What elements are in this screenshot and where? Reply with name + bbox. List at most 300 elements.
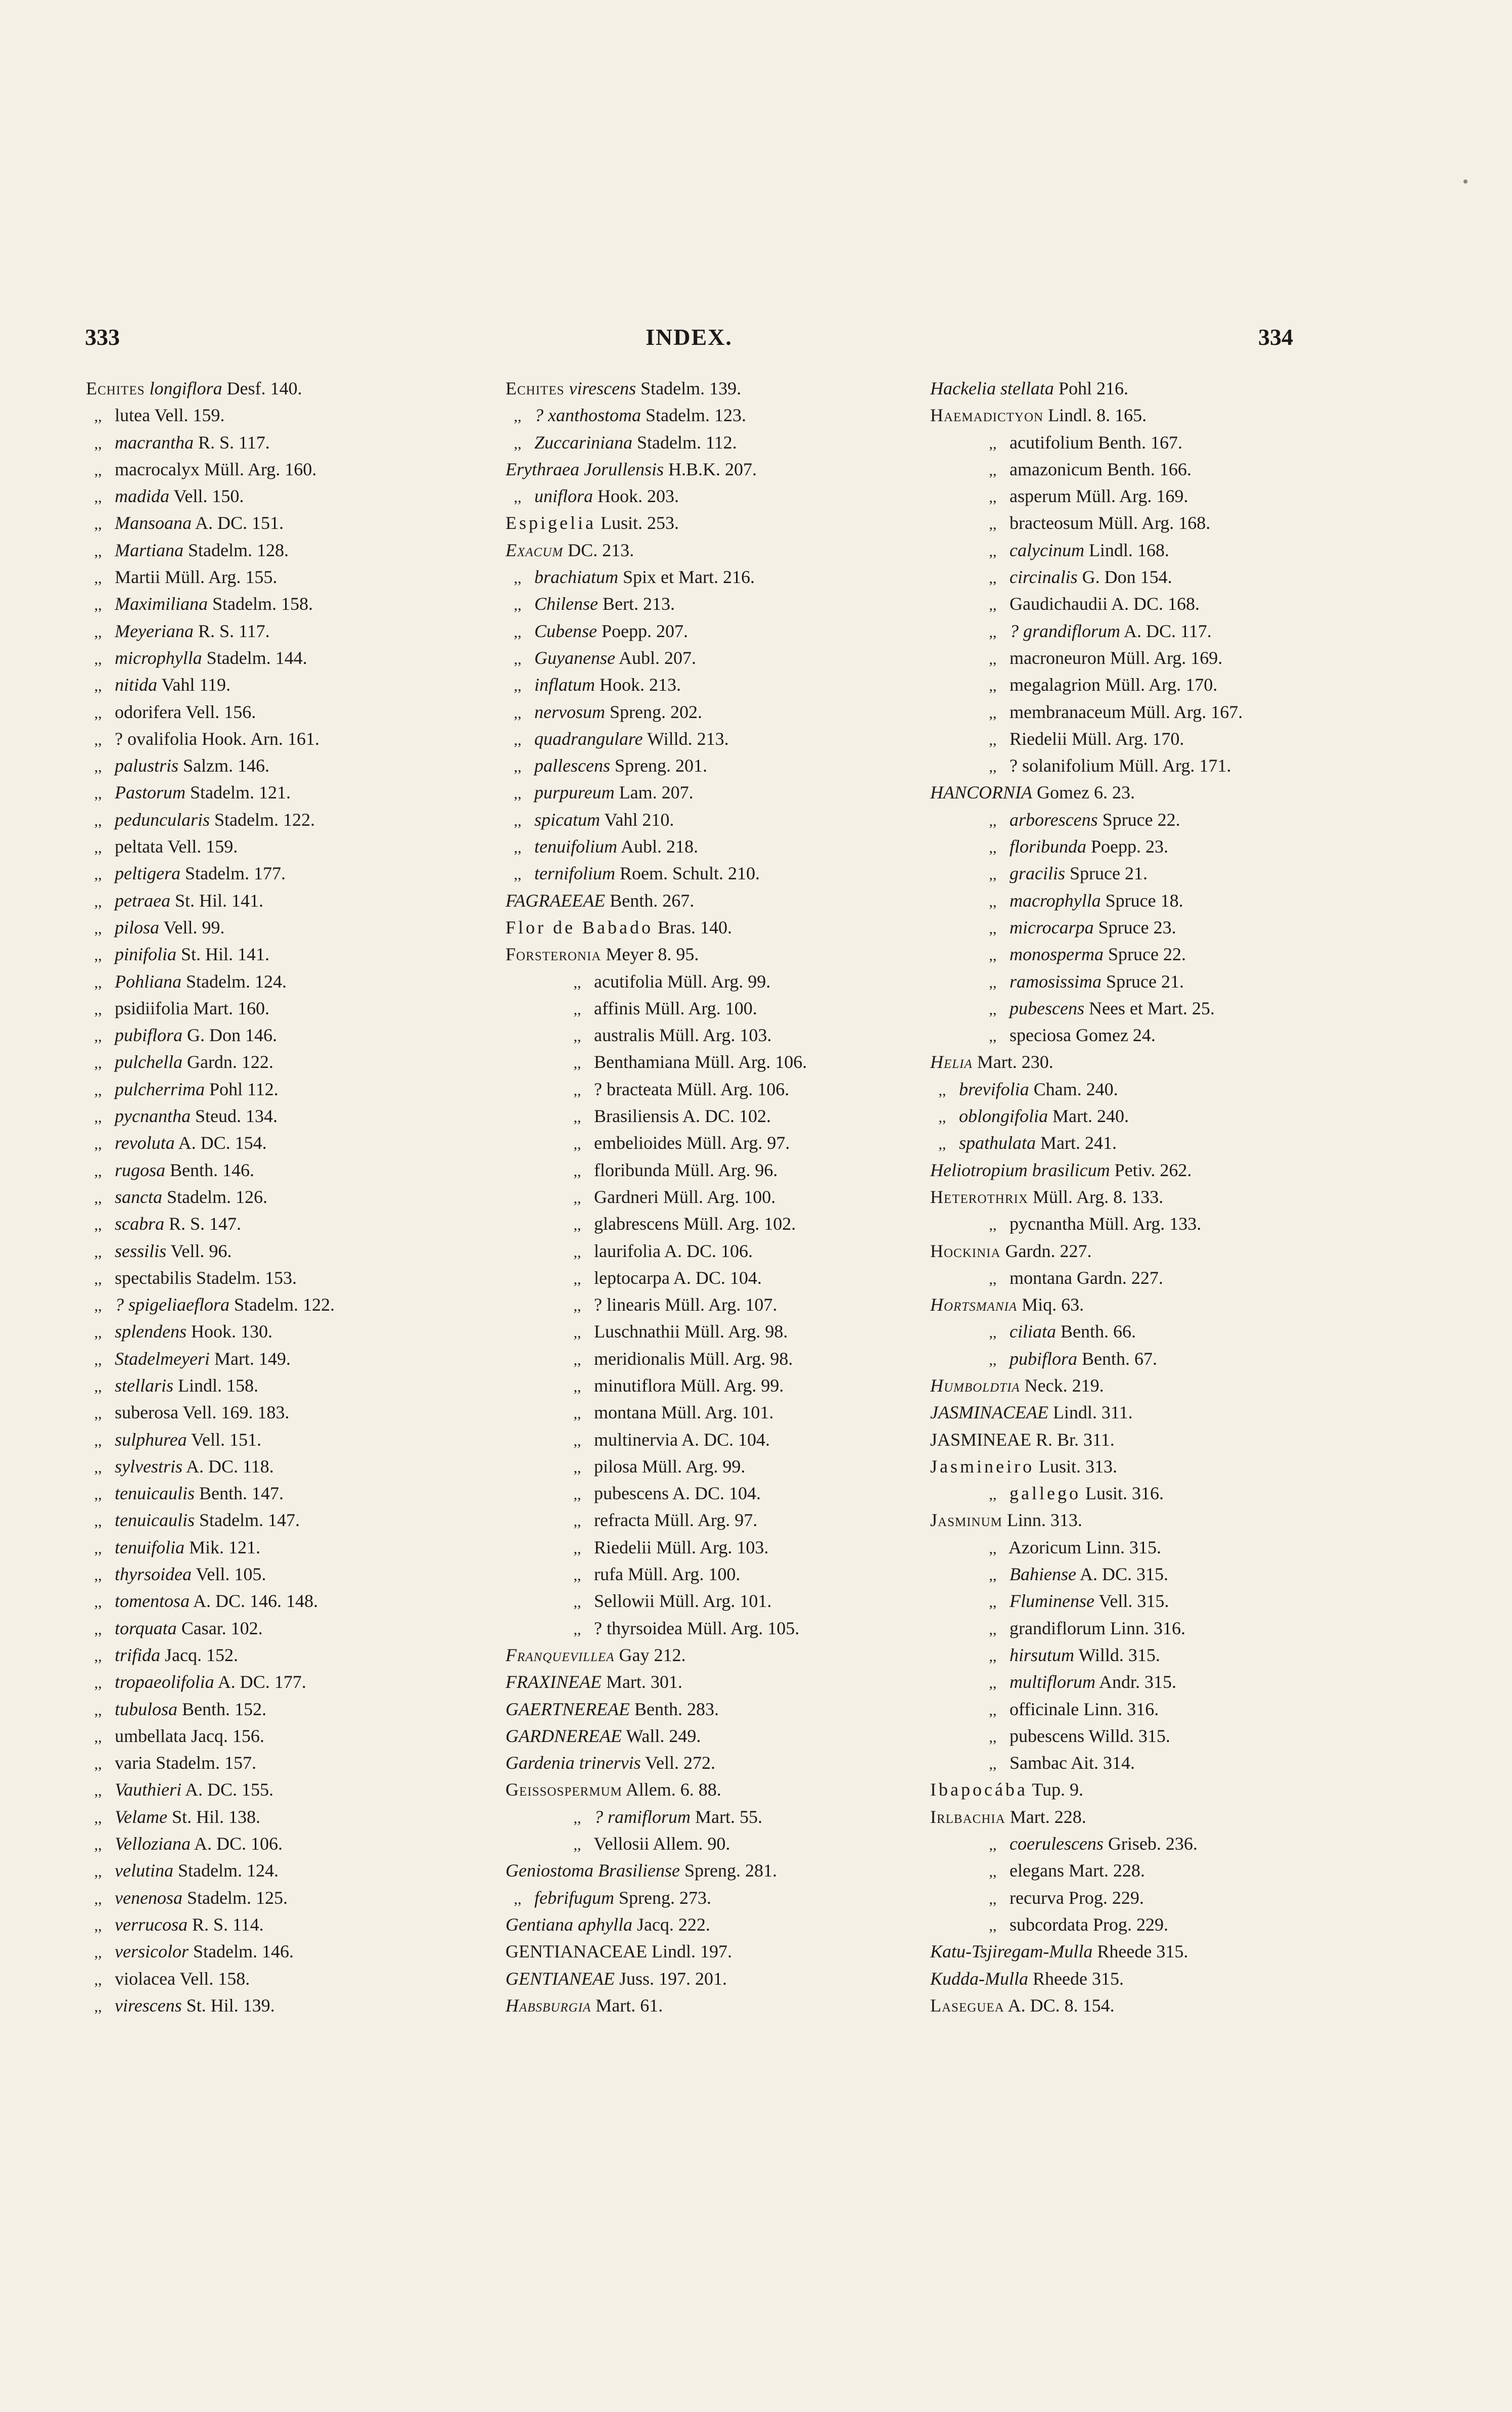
entry-name: Erythraea Jorullensis — [506, 459, 664, 479]
genus-name: Hockinia — [930, 1240, 1001, 1261]
entry-authority: R. Br. 311. — [1036, 1429, 1115, 1450]
entry-name: coerulescens — [1010, 1834, 1104, 1854]
entry-name: Vauthieri — [115, 1779, 181, 1800]
index-entry — [86, 1426, 511, 1453]
ditto-mark: ,, — [94, 1621, 102, 1638]
ditto-mark: ,, — [573, 1324, 581, 1342]
entry-authority: Gardn. 227. — [1076, 1267, 1163, 1288]
entry-name: tenuicaulis — [115, 1483, 195, 1504]
entry-name: sancta — [115, 1186, 162, 1207]
genus-name: Habsburgia — [506, 1995, 591, 2016]
entry-name: Meyeriana — [115, 620, 194, 641]
entry-authority: Stadelm. 123. — [646, 405, 746, 426]
entry-name: Flor de Babado — [506, 917, 653, 937]
entry-authority: Lusit. 316. — [1085, 1483, 1164, 1504]
index-entry — [506, 1049, 920, 1076]
ditto-mark: ,, — [938, 1136, 946, 1153]
genus-name: Geissospermum — [506, 1779, 622, 1800]
entry-name: floribunda — [594, 1159, 670, 1180]
entry-authority: Meyer 8. 95. — [606, 944, 699, 965]
entry-name: Vellosii — [593, 1834, 650, 1854]
entry-name: pycnantha — [1010, 1214, 1084, 1234]
ditto-mark: ,, — [94, 1459, 102, 1476]
index-column-3 — [930, 375, 1324, 2019]
entry-authority: Prog. 229. — [1068, 1887, 1144, 1908]
ditto-mark: ,, — [989, 1001, 997, 1018]
entry-name: nervosum — [534, 701, 605, 722]
ditto-mark: ,, — [573, 974, 581, 991]
entry-name: ? linearis — [594, 1294, 660, 1315]
entry-name: floribunda — [1010, 836, 1087, 857]
index-entry — [86, 1130, 511, 1156]
ditto-mark: ,, — [94, 1405, 102, 1422]
page-header — [85, 324, 1293, 354]
ditto-mark: ,, — [989, 570, 997, 587]
entry-name: petraea — [115, 890, 170, 911]
entry-authority: Müll. Arg. 8. 133. — [1032, 1186, 1164, 1207]
ditto-mark: ,, — [989, 1702, 997, 1719]
index-entry — [86, 1346, 511, 1372]
entry-name: Bahiense — [1010, 1564, 1076, 1585]
index-entry — [86, 1480, 511, 1507]
ditto-mark: ,, — [94, 1136, 102, 1153]
ditto-mark: ,, — [514, 704, 522, 722]
entry-authority: Mart. 228. — [1010, 1806, 1086, 1827]
entry-name: microcarpa — [1010, 917, 1094, 937]
entry-name: thyrsoidea — [115, 1564, 192, 1585]
entry-name: ? ramiflorum — [594, 1806, 691, 1827]
entry-authority: Lam. 207. — [619, 782, 694, 803]
ditto-mark: ,, — [573, 1621, 581, 1638]
entry-authority: A. DC. 177. — [217, 1672, 306, 1692]
entry-name: Guyanense — [534, 647, 615, 668]
genus-name: Forsteronia — [506, 944, 602, 965]
ditto-mark: ,, — [989, 947, 997, 964]
entry-name: Sellowii — [594, 1591, 655, 1612]
index-entry — [930, 1157, 1324, 1184]
entry-name: suberosa — [115, 1402, 178, 1423]
entry-authority: Poepp. 207. — [601, 620, 688, 641]
entry-name: speciosa — [1010, 1025, 1071, 1046]
entry-authority: St. Hil. 139. — [186, 1995, 275, 2016]
entry-authority: Tup. 9. — [1032, 1779, 1083, 1800]
index-entry — [86, 1211, 511, 1237]
index-entry — [506, 699, 920, 726]
index-entry — [506, 1130, 920, 1156]
entry-authority: Müll. Arg. 99. — [642, 1456, 746, 1477]
ditto-mark: ,, — [94, 1351, 102, 1368]
entry-authority: Nees et Mart. 25. — [1088, 998, 1215, 1018]
entry-authority: Bert. 213. — [602, 594, 675, 614]
entry-authority: Hook. 130. — [191, 1321, 272, 1342]
entry-name: scabra — [115, 1214, 164, 1234]
entry-name: Mansoana — [115, 513, 192, 533]
ditto-mark: ,, — [573, 1136, 581, 1153]
ditto-mark: ,, — [989, 1567, 997, 1584]
entry-authority: Petiv. 262. — [1114, 1159, 1192, 1180]
index-entry — [86, 1318, 511, 1345]
index-entry — [506, 1776, 920, 1803]
entry-name: tenuifolium — [534, 836, 617, 857]
entry-authority: Lindl. 168. — [1088, 540, 1169, 560]
index-entry — [86, 1938, 511, 1965]
index-entry — [930, 1966, 1324, 1992]
entry-name: meridionalis — [594, 1348, 685, 1369]
index-entry — [506, 1453, 920, 1480]
index-entry — [930, 1507, 1324, 1534]
entry-authority: Benth. 166. — [1107, 459, 1192, 479]
ditto-mark: ,, — [573, 1513, 581, 1530]
index-entry — [506, 537, 920, 564]
index-entry — [506, 1857, 920, 1884]
entry-name: virescens — [115, 1995, 182, 2016]
entry-name: Heliotropium brasilicum — [930, 1159, 1110, 1180]
ditto-mark: ,, — [94, 462, 102, 479]
entry-authority: Mart. 160. — [193, 998, 269, 1018]
index-entry — [506, 1076, 920, 1103]
ditto-mark: ,, — [573, 1243, 581, 1261]
entry-name: peltata — [115, 836, 163, 857]
ditto-mark: ,, — [573, 1055, 581, 1072]
index-entry — [506, 1642, 920, 1669]
index-entry — [506, 1911, 920, 1938]
entry-authority: Willd. 213. — [647, 728, 729, 749]
index-entry — [506, 1615, 920, 1642]
ditto-mark: ,, — [94, 1728, 102, 1746]
entry-authority: Stadelm. 157. — [155, 1753, 256, 1773]
ditto-mark: ,, — [94, 1109, 102, 1126]
ditto-mark: ,, — [94, 1028, 102, 1045]
index-entry — [86, 699, 511, 726]
entry-authority: Müll. Arg. 170. — [1105, 675, 1218, 695]
entry-authority: A. DC. 155. — [185, 1779, 274, 1800]
index-entry — [86, 779, 511, 806]
genus-name: Jasminum — [930, 1510, 1002, 1531]
entry-authority: Vell. 151. — [191, 1429, 262, 1450]
entry-authority: Müll. Arg. 169. — [1075, 486, 1188, 507]
ditto-mark: ,, — [573, 1378, 581, 1395]
entry-name: GENTIANACEAE — [506, 1941, 647, 1962]
ditto-mark: ,, — [514, 408, 522, 425]
entry-authority: Steud. 134. — [195, 1106, 278, 1127]
entry-authority: A. DC. 154. — [178, 1133, 267, 1153]
entry-name: acutifolium — [1010, 432, 1093, 453]
entry-authority: Spruce 23. — [1098, 917, 1176, 937]
index-entry — [930, 1723, 1324, 1750]
index-entry — [86, 726, 511, 752]
entry-authority: Spreng. 201. — [614, 755, 707, 776]
entry-name: longiflora — [149, 378, 222, 398]
entry-authority: Müll. Arg. 96. — [674, 1159, 778, 1180]
index-entry — [930, 779, 1324, 806]
index-entry — [506, 1291, 920, 1318]
entry-name: rugosa — [115, 1159, 166, 1180]
genus-name: Helia — [930, 1052, 973, 1073]
index-entry — [930, 752, 1324, 779]
entry-name: ciliata — [1010, 1321, 1056, 1342]
entry-authority: Ait. 314. — [1070, 1753, 1135, 1773]
entry-authority: Mart. 240. — [1052, 1106, 1129, 1127]
index-entry — [930, 914, 1324, 941]
index-entry — [506, 510, 920, 537]
index-entry — [506, 1534, 920, 1561]
entry-authority: Aubl. 207. — [618, 647, 696, 668]
index-entry — [506, 914, 920, 941]
index-entry — [86, 456, 511, 483]
ditto-mark: ,, — [989, 1351, 997, 1368]
index-entry — [930, 1750, 1324, 1776]
entry-authority: Casar. 102. — [181, 1618, 263, 1638]
entry-authority: A. DC. 104. — [681, 1429, 770, 1450]
entry-authority: Vell. 105. — [196, 1564, 266, 1585]
entry-name: Chilense — [534, 594, 598, 614]
index-entry — [930, 1453, 1324, 1480]
index-entry — [930, 1561, 1324, 1588]
entry-authority: Hook. 213. — [600, 675, 681, 695]
entry-authority: Spreng. 273. — [619, 1887, 711, 1908]
entry-name: FAGRAEEAE — [506, 890, 606, 911]
index-entry — [506, 833, 920, 860]
ditto-mark: ,, — [989, 678, 997, 695]
entry-name: pulchella — [115, 1052, 182, 1073]
entry-authority: Stadelm. 139. — [640, 378, 742, 398]
entry-authority: Stadelm. 112. — [637, 432, 737, 453]
ditto-mark: ,, — [94, 1917, 102, 1934]
entry-authority: Lusit. 313. — [1038, 1456, 1117, 1477]
ditto-mark: ,, — [94, 489, 102, 506]
index-entry — [930, 1480, 1324, 1507]
ditto-mark: ,, — [94, 1809, 102, 1826]
index-entry — [86, 375, 511, 402]
entry-name: minutiflora — [594, 1375, 676, 1396]
entry-name: splendens — [115, 1321, 187, 1342]
index-entry — [506, 375, 920, 402]
entry-name: nitida — [115, 675, 158, 695]
entry-authority: Allem. 90. — [653, 1834, 730, 1854]
index-entry — [506, 1938, 920, 1965]
entry-name: bracteosum — [1010, 513, 1093, 533]
entry-authority: Müll. Arg. 101. — [661, 1402, 774, 1423]
entry-authority: Müll. Arg. 107. — [664, 1294, 777, 1315]
index-entry — [930, 1346, 1324, 1372]
index-entry — [930, 1076, 1324, 1103]
index-entry — [86, 860, 511, 887]
entry-name: velutina — [115, 1860, 173, 1881]
ditto-mark: ,, — [989, 597, 997, 614]
index-entry — [86, 1669, 511, 1695]
entry-name: Jasmineiro — [930, 1456, 1034, 1477]
entry-authority: Allem. 6. 88. — [625, 1779, 721, 1800]
index-entry — [86, 914, 511, 941]
index-entry — [86, 1103, 511, 1130]
ditto-mark: ,, — [573, 1109, 581, 1126]
entry-name: ? solanifolium — [1010, 755, 1114, 776]
entry-name: pilosa — [115, 917, 160, 937]
entry-name: sylvestris — [115, 1456, 182, 1477]
entry-authority: St. Hil. 138. — [171, 1806, 260, 1827]
index-entry — [506, 429, 920, 456]
ditto-mark: ,, — [94, 1324, 102, 1342]
entry-name: Ibapocába — [930, 1779, 1028, 1800]
entry-name: ? grandiflorum — [1010, 620, 1121, 641]
index-entry — [86, 1723, 511, 1750]
index-entry — [86, 1857, 511, 1884]
ditto-mark: ,, — [94, 1971, 102, 1988]
genus-name: Echites — [86, 378, 145, 398]
entry-name: palustris — [115, 755, 179, 776]
entry-name: umbellata — [115, 1725, 187, 1746]
ditto-mark: ,, — [573, 1270, 581, 1287]
index-entry — [930, 1049, 1324, 1076]
index-entry — [506, 1103, 920, 1130]
index-entry — [506, 752, 920, 779]
entry-name: Sambac — [1010, 1753, 1067, 1773]
ditto-mark: ,, — [573, 1405, 581, 1422]
entry-authority: Vell. 99. — [163, 917, 225, 937]
index-entry — [930, 402, 1324, 429]
entry-name: sulphurea — [115, 1429, 187, 1450]
index-entry — [930, 995, 1324, 1022]
entry-authority: Vell. 272. — [645, 1753, 716, 1773]
ditto-mark: ,, — [573, 1189, 581, 1207]
ditto-mark: ,, — [94, 1432, 102, 1449]
entry-name: macrophylla — [1010, 890, 1101, 911]
entry-authority: Müll. Arg. 97. — [654, 1510, 758, 1531]
ditto-mark: ,, — [989, 623, 997, 641]
entry-authority: Müll. Arg. 100. — [627, 1564, 741, 1585]
entry-name: Riedelii — [1010, 728, 1067, 749]
entry-name: verrucosa — [115, 1914, 188, 1935]
index-entry — [86, 510, 511, 537]
index-entry — [506, 1669, 920, 1695]
index-entry — [506, 645, 920, 672]
index-column-1 — [86, 375, 511, 2019]
entry-name: asperum — [1010, 486, 1071, 507]
index-entry — [86, 1076, 511, 1103]
ditto-mark: ,, — [94, 866, 102, 883]
ditto-mark: ,, — [514, 731, 522, 748]
entry-name: Gentiana aphylla — [506, 1914, 632, 1935]
genus-name: Haemadictyon — [930, 405, 1044, 426]
index-entry — [506, 1966, 920, 1992]
ditto-mark: ,, — [989, 731, 997, 748]
index-entry — [506, 1561, 920, 1588]
entry-name: brevifolia — [959, 1079, 1029, 1099]
ditto-mark: ,, — [989, 812, 997, 829]
entry-authority: Müll. Arg. 100. — [645, 998, 757, 1018]
index-entry — [930, 1291, 1324, 1318]
index-entry — [506, 995, 920, 1022]
entry-authority: Spruce 22. — [1108, 944, 1186, 965]
index-entry — [506, 1992, 920, 2019]
index-entry — [930, 1830, 1324, 1857]
entry-name: GENTIANEAE — [506, 1968, 615, 1989]
entry-authority: Stadelm. 122. — [214, 809, 315, 830]
ditto-mark: ,, — [94, 704, 102, 722]
index-entry — [86, 1885, 511, 1911]
entry-name: quadrangulare — [534, 728, 643, 749]
index-entry — [930, 726, 1324, 752]
ditto-mark: ,, — [94, 1782, 102, 1800]
index-entry — [86, 995, 511, 1022]
index-entry — [930, 1669, 1324, 1695]
entry-name: ? bracteata — [594, 1079, 672, 1099]
genus-name: Heterothrix — [930, 1186, 1028, 1207]
entry-name: Benthamiana — [594, 1052, 690, 1073]
entry-name: pubescens — [594, 1483, 669, 1504]
index-entry — [506, 1265, 920, 1291]
entry-name: Fluminense — [1010, 1591, 1094, 1612]
entry-authority: Hook. Arn. 161. — [201, 728, 319, 749]
index-entry — [506, 1238, 920, 1265]
index-entry — [506, 726, 920, 752]
entry-authority: Müll. Arg. 101. — [659, 1591, 772, 1612]
index-entry — [930, 1130, 1324, 1156]
index-entry — [930, 510, 1324, 537]
entry-name: macroneuron — [1010, 647, 1106, 668]
ditto-mark: ,, — [94, 623, 102, 641]
entry-name: embelioides — [594, 1133, 682, 1153]
entry-authority: Müll. Arg. 103. — [659, 1025, 772, 1046]
entry-authority: Mart. 301. — [606, 1672, 682, 1692]
index-entry — [86, 483, 511, 510]
index-entry — [86, 564, 511, 591]
ditto-mark: ,, — [514, 435, 522, 452]
entry-name: Luschnathii — [594, 1321, 680, 1342]
entry-authority: Mart. 149. — [214, 1348, 291, 1369]
ditto-mark: ,, — [989, 1028, 997, 1045]
entry-name: montana — [1010, 1267, 1072, 1288]
entry-authority: Gomez 24. — [1075, 1025, 1156, 1046]
ditto-mark: ,, — [514, 839, 522, 857]
ditto-mark: ,, — [94, 570, 102, 587]
entry-authority: Stadelm. 126. — [167, 1186, 267, 1207]
ditto-mark: ,, — [989, 1217, 997, 1234]
entry-authority: Müll. Arg. 102. — [683, 1214, 796, 1234]
entry-authority: Spix et Mart. 216. — [623, 567, 755, 588]
ditto-mark: ,, — [989, 1728, 997, 1746]
entry-name: refracta — [594, 1510, 650, 1531]
entry-name: Azoricum — [1009, 1537, 1081, 1557]
entry-name: acutifolia — [594, 971, 663, 992]
entry-authority: Jacq. 156. — [191, 1725, 264, 1746]
entry-authority: Willd. 315. — [1088, 1725, 1170, 1746]
entry-name: trifida — [115, 1644, 161, 1665]
entry-authority: Gardn. 227. — [1005, 1240, 1092, 1261]
index-entry — [930, 1318, 1324, 1345]
entry-name: peduncularis — [115, 809, 210, 830]
entry-name: Martii — [115, 567, 160, 588]
entry-authority: St. Hil. 141. — [181, 944, 270, 965]
entry-name: Katu-Tsjiregam-Mulla — [930, 1941, 1093, 1962]
index-entry — [86, 1507, 511, 1534]
ditto-mark: ,, — [94, 1837, 102, 1854]
entry-name: Pohliana — [115, 971, 181, 992]
index-entry — [930, 1372, 1324, 1399]
ditto-mark: ,, — [573, 1567, 581, 1584]
entry-authority: Vell. 315. — [1098, 1591, 1169, 1612]
index-entry — [506, 1830, 920, 1857]
entry-authority: Miq. 63. — [1022, 1294, 1084, 1315]
index-entry — [506, 1157, 920, 1184]
entry-authority: A. DC. 315. — [1079, 1564, 1168, 1585]
entry-authority: A. DC. 106. — [194, 1834, 283, 1854]
ditto-mark: ,, — [514, 489, 522, 506]
entry-name: elegans — [1010, 1860, 1064, 1881]
ditto-mark: ,, — [573, 1298, 581, 1315]
ditto-mark: ,, — [94, 812, 102, 829]
ditto-mark: ,, — [989, 1621, 997, 1638]
